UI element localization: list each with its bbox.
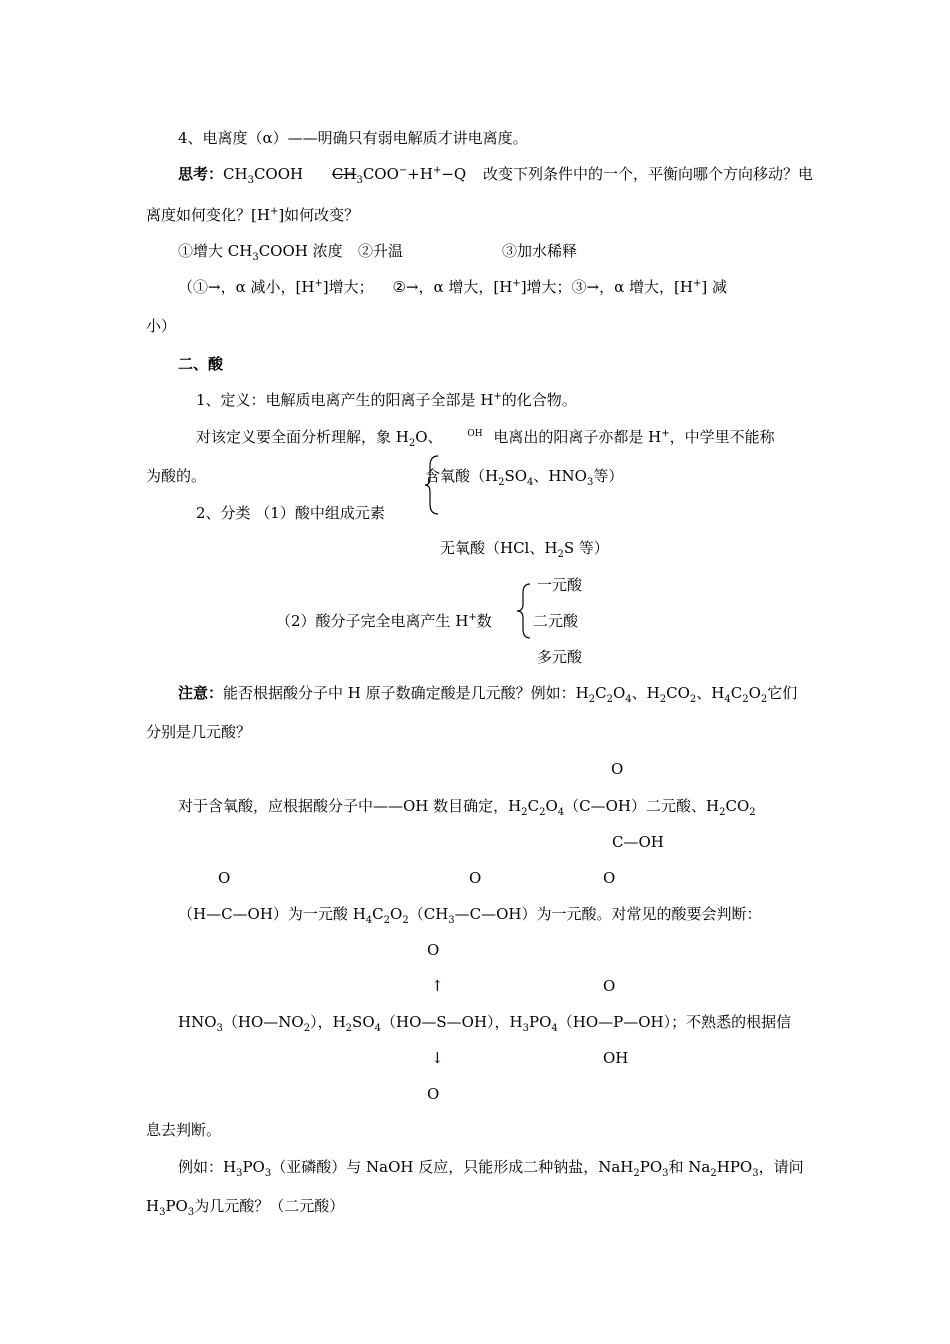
text: 改变下列条件中的一个，平衡向哪个方向移动？电 bbox=[483, 165, 814, 183]
text: （HO—P—OH）；不熟悉的根据信 bbox=[557, 1013, 792, 1031]
text: 离度如何变化？[H bbox=[146, 206, 270, 224]
text: ），H bbox=[310, 1013, 346, 1031]
text: ]增大； bbox=[322, 278, 374, 296]
option-2 bbox=[358, 241, 403, 261]
text: O bbox=[612, 684, 626, 702]
basicity-label bbox=[276, 611, 492, 631]
text: CH bbox=[223, 165, 248, 183]
text: PO bbox=[242, 1158, 265, 1176]
oxy-rule-line bbox=[178, 796, 756, 816]
text: + bbox=[432, 165, 442, 176]
text: 3 bbox=[356, 175, 363, 186]
section-heading-acid bbox=[178, 354, 223, 374]
text: 分别是几元酸？ bbox=[146, 723, 252, 741]
struct-C-OH bbox=[612, 832, 664, 852]
text: 4 bbox=[625, 694, 632, 705]
text: CO bbox=[666, 684, 690, 702]
text: 2 bbox=[402, 915, 409, 926]
text: 3 bbox=[159, 1207, 166, 1218]
text: PO bbox=[639, 1158, 663, 1176]
text: 3 bbox=[216, 1023, 223, 1034]
text: 2、分类 （1）酸中组成元素 bbox=[196, 504, 385, 522]
text: 它们 bbox=[767, 684, 798, 702]
text: 4、电离度（α）——明确只有弱电解质才讲电离度。 bbox=[178, 129, 528, 147]
text: O bbox=[603, 869, 616, 887]
monobasic bbox=[537, 575, 582, 595]
text: O bbox=[603, 977, 616, 995]
text: 2 bbox=[710, 1168, 717, 1179]
text: +H bbox=[407, 165, 433, 183]
text: 对该定义要全面分析理解，象 H bbox=[196, 428, 409, 446]
note-line-2 bbox=[146, 722, 251, 742]
text: − bbox=[398, 165, 408, 176]
text: 4 bbox=[374, 1023, 381, 1034]
text: （CH bbox=[408, 905, 449, 923]
answer-line-2 bbox=[146, 316, 176, 336]
struct-O-5 bbox=[427, 940, 439, 960]
struct-OH bbox=[603, 1048, 628, 1068]
text: ②→，α 增大，[H bbox=[392, 278, 513, 296]
note-line bbox=[178, 683, 797, 703]
text: 的化合物。 bbox=[501, 391, 577, 409]
classification-line bbox=[196, 503, 385, 523]
text: 电离出的阳离子亦都是 H bbox=[493, 428, 662, 446]
text: 对于含氧酸，应根据酸分子中——OH 数目确定，H bbox=[178, 797, 522, 815]
polybasic bbox=[537, 647, 582, 667]
text: 2 bbox=[749, 807, 756, 818]
text: 等） bbox=[593, 467, 624, 485]
text: 2 bbox=[760, 694, 768, 705]
text: 3 bbox=[236, 1168, 243, 1179]
common-acids-line bbox=[178, 1012, 791, 1032]
text: 2 bbox=[633, 1168, 640, 1179]
text: —C—OH）为一元酸。对常见的酸要会判断： bbox=[454, 905, 762, 923]
definition-line bbox=[196, 390, 577, 410]
text: 2 bbox=[659, 694, 667, 705]
text: 2 bbox=[408, 438, 416, 449]
text: OH bbox=[467, 429, 483, 439]
struct-O-4 bbox=[603, 868, 615, 888]
text: 4 bbox=[724, 694, 731, 705]
arrow-up bbox=[431, 976, 444, 996]
text: + bbox=[512, 278, 521, 289]
analysis-line bbox=[196, 427, 775, 447]
text: C—OH bbox=[612, 833, 664, 851]
text: ↓ bbox=[431, 1049, 444, 1067]
text: 多元酸 bbox=[537, 648, 583, 666]
think-line bbox=[178, 164, 813, 184]
example-line bbox=[178, 1157, 804, 1177]
text: C bbox=[527, 797, 540, 815]
text: HPO bbox=[716, 1158, 753, 1176]
text: 能否根据酸分子中 H 原子数确定酸是几元酸？例如：H bbox=[223, 684, 589, 702]
text: ③加水稀释 bbox=[502, 242, 578, 260]
text: HNO bbox=[178, 1013, 217, 1031]
text: 为几元酸？（二元酸） bbox=[194, 1197, 345, 1215]
text: 4 bbox=[551, 1023, 558, 1034]
text: COOH 浓度 bbox=[258, 242, 343, 260]
text: （HO—S—OH），H bbox=[381, 1013, 523, 1031]
text: 注意： bbox=[178, 684, 224, 702]
text: O bbox=[611, 760, 624, 778]
text: SO bbox=[352, 1013, 375, 1031]
text: + bbox=[269, 206, 279, 217]
text: + bbox=[692, 278, 702, 289]
text: ]如何改变？ bbox=[278, 206, 360, 224]
text: 2 bbox=[383, 915, 391, 926]
text: 二、酸 bbox=[178, 355, 224, 373]
dibasic bbox=[533, 611, 578, 631]
text: CH bbox=[331, 165, 357, 183]
struct-O-7 bbox=[427, 1084, 439, 1104]
text: 、H bbox=[631, 684, 660, 702]
text: 一元酸 bbox=[537, 576, 583, 594]
text: 3 bbox=[252, 252, 259, 263]
anoxyacid-line bbox=[440, 538, 609, 558]
struct-O-1 bbox=[611, 759, 623, 779]
text: O bbox=[469, 869, 482, 887]
text: C bbox=[595, 684, 607, 702]
text: 2 bbox=[606, 694, 613, 705]
analysis-line-2 bbox=[146, 466, 206, 486]
struct-O-2 bbox=[218, 868, 230, 888]
text: PO bbox=[165, 1197, 188, 1215]
text: + bbox=[314, 278, 323, 289]
text: 2 bbox=[303, 1023, 311, 1034]
text: 1、定义：电解质电离产生的阳离子全部是 H bbox=[196, 391, 494, 409]
text: 4 bbox=[365, 915, 373, 926]
text: 3 bbox=[187, 1207, 195, 1218]
think-line-2 bbox=[146, 205, 359, 225]
text: S 等） bbox=[563, 539, 609, 557]
text: COO bbox=[362, 165, 399, 183]
text: （①→，α 减小，[H bbox=[178, 278, 315, 296]
text: C bbox=[730, 684, 743, 702]
text: + bbox=[468, 612, 477, 623]
text: 3 bbox=[448, 915, 455, 926]
text: 3 bbox=[586, 477, 594, 488]
text: O、 bbox=[415, 428, 443, 446]
text: 含氧酸（H bbox=[425, 467, 499, 485]
text: 3 bbox=[264, 1168, 272, 1179]
text: 2 bbox=[742, 694, 749, 705]
text: O bbox=[748, 684, 761, 702]
text: 4 bbox=[557, 807, 565, 818]
text: ] 减 bbox=[701, 278, 727, 296]
text: 、HNO bbox=[533, 467, 587, 485]
basicity-brace bbox=[516, 582, 532, 640]
arrow-down bbox=[431, 1048, 444, 1068]
text: 2 bbox=[719, 807, 726, 818]
text: O bbox=[427, 941, 440, 959]
answer-line bbox=[178, 277, 804, 297]
text: ↑ bbox=[431, 977, 444, 995]
text: 息去判断。 bbox=[146, 1121, 222, 1139]
text: −Q bbox=[441, 165, 467, 183]
text: O bbox=[427, 1085, 440, 1103]
text: O bbox=[218, 869, 231, 887]
think-label: 思考： bbox=[178, 165, 224, 183]
text: （HO—NO bbox=[222, 1013, 304, 1031]
text: ②升温 bbox=[358, 242, 404, 260]
text: + bbox=[661, 428, 670, 439]
option-1 bbox=[178, 241, 343, 261]
text: 小） bbox=[146, 317, 177, 335]
text: 例如：H bbox=[178, 1158, 237, 1176]
text: COOH bbox=[253, 165, 304, 183]
text: 3 bbox=[522, 1023, 529, 1034]
text: 4 bbox=[527, 477, 534, 488]
text: ，中学里不能称 bbox=[669, 428, 775, 446]
text: O bbox=[390, 905, 403, 923]
text: （亚磷酸）与 NaOH 反应，只能形成二种钠盐，NaH bbox=[271, 1158, 634, 1176]
text: （C—OH）二元酸、H bbox=[564, 797, 720, 815]
text: 二元酸 bbox=[533, 612, 579, 630]
text: 、H bbox=[696, 684, 725, 702]
text: 2 bbox=[539, 807, 546, 818]
text: 2 bbox=[345, 1023, 353, 1034]
electrolysis-degree-line bbox=[178, 128, 528, 148]
text: 2 bbox=[689, 694, 697, 705]
text: （H—C—OH）为一元酸 H bbox=[178, 905, 366, 923]
text: 2 bbox=[588, 694, 596, 705]
text: 3 bbox=[247, 175, 254, 186]
example-line-2 bbox=[146, 1196, 344, 1216]
info-line bbox=[146, 1120, 221, 1140]
text: ①增大 CH bbox=[178, 242, 253, 260]
text: 2 bbox=[498, 477, 505, 488]
oxyacid-line bbox=[425, 466, 623, 486]
text: PO bbox=[529, 1013, 552, 1031]
text: 3 bbox=[752, 1168, 759, 1179]
text: 2 bbox=[521, 807, 528, 818]
text: SO bbox=[504, 467, 528, 485]
text: C bbox=[372, 905, 384, 923]
struct-O-3 bbox=[469, 868, 481, 888]
text: H bbox=[146, 1197, 160, 1215]
text: 2 bbox=[557, 549, 564, 560]
text: O bbox=[545, 797, 558, 815]
monobasic-line bbox=[178, 904, 762, 924]
option-3 bbox=[502, 241, 577, 261]
text: ]增大；③→，α 增大，[H bbox=[520, 278, 693, 296]
struct-O-6 bbox=[603, 976, 615, 996]
text: CO bbox=[725, 797, 750, 815]
text: （2）酸分子完全电离产生 H bbox=[276, 612, 469, 630]
text: ，请问 bbox=[758, 1158, 804, 1176]
text: 和 Na bbox=[668, 1158, 711, 1176]
text: + bbox=[493, 391, 502, 402]
text: 3 bbox=[662, 1168, 669, 1179]
text: 数 bbox=[476, 612, 492, 630]
text: OH bbox=[603, 1049, 629, 1067]
text: 无氧酸（HCl、H bbox=[440, 539, 558, 557]
text: 为酸的。 bbox=[146, 467, 207, 485]
